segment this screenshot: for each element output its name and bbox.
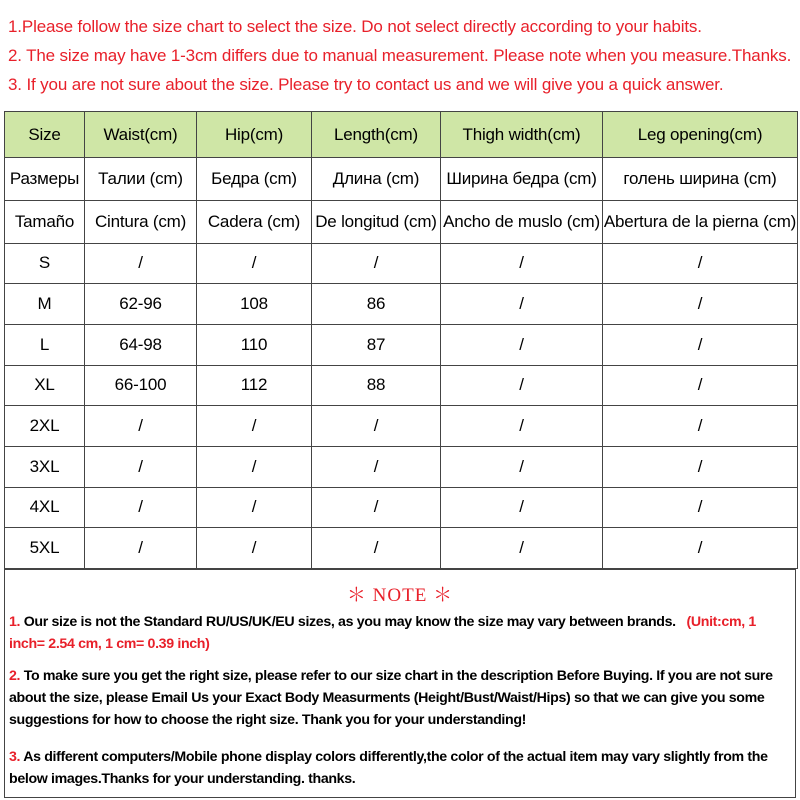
table-cell: / bbox=[603, 406, 798, 447]
note-2-text: To make sure you get the right size, please refer to our size chart in the description Before Buying. If you are not sure about the size, please Email Us your Exact Body Measurments (Height/Bust/Waist/Hips) so that we can give you some suggestions for how to choose the right size. Thank you for your understanding! bbox=[9, 668, 773, 728]
table-cell: Размеры bbox=[5, 158, 85, 201]
table-cell: 66-100 bbox=[85, 365, 197, 406]
table-cell: / bbox=[197, 528, 312, 569]
table-cell: Thigh width(cm) bbox=[441, 112, 603, 158]
table-cell: 86 bbox=[312, 284, 441, 325]
table-cell: / bbox=[312, 487, 441, 528]
table-cell: / bbox=[441, 365, 603, 406]
russian-header-row bbox=[5, 158, 798, 201]
note-paragraph-2 bbox=[9, 665, 789, 731]
table-cell: M bbox=[5, 284, 85, 325]
note-3-number: 3. bbox=[9, 749, 21, 765]
table-cell: / bbox=[603, 365, 798, 406]
table-row bbox=[5, 243, 798, 284]
table-row bbox=[5, 487, 798, 528]
note-paragraph-3 bbox=[9, 746, 789, 790]
table-cell: Abertura de la pierna (cm) bbox=[603, 200, 798, 243]
table-cell: Ширина бедра (cm) bbox=[441, 158, 603, 201]
table-cell: Leg opening(cm) bbox=[603, 112, 798, 158]
table-cell: / bbox=[603, 324, 798, 365]
table-cell: голень ширина (cm) bbox=[603, 158, 798, 201]
table-cell: 5XL bbox=[5, 528, 85, 569]
table-cell: 108 bbox=[197, 284, 312, 325]
table-cell: 62-96 bbox=[85, 284, 197, 325]
table-cell: Length(cm) bbox=[312, 112, 441, 158]
table-cell: / bbox=[85, 243, 197, 284]
top-note-1: 1.Please follow the size chart to select the size. Do not select directly according to your habits. bbox=[8, 17, 702, 36]
header-row bbox=[5, 112, 798, 158]
table-cell: / bbox=[85, 528, 197, 569]
table-cell: / bbox=[603, 284, 798, 325]
table-row bbox=[5, 528, 798, 569]
table-cell: Size bbox=[5, 112, 85, 158]
note-box bbox=[4, 569, 796, 798]
spanish-header-row bbox=[5, 200, 798, 243]
note-paragraph-1 bbox=[9, 611, 789, 655]
table-cell: 112 bbox=[197, 365, 312, 406]
table-row bbox=[5, 446, 798, 487]
table-cell: / bbox=[441, 487, 603, 528]
table-cell: / bbox=[312, 406, 441, 447]
table-cell: Cintura (cm) bbox=[85, 200, 197, 243]
table-cell: / bbox=[441, 446, 603, 487]
table-cell: / bbox=[441, 284, 603, 325]
table-cell: Cadera (cm) bbox=[197, 200, 312, 243]
table-cell: 4XL bbox=[5, 487, 85, 528]
table-cell: / bbox=[441, 324, 603, 365]
note-1-number: 1. bbox=[9, 614, 21, 630]
table-cell: 3XL bbox=[5, 446, 85, 487]
table-cell: / bbox=[197, 487, 312, 528]
table-cell: / bbox=[603, 446, 798, 487]
table-cell: / bbox=[85, 406, 197, 447]
note-3-text: As different computers/Mobile phone display colors differently,the color of the actual item may vary slightly from the below images.Thanks for your understanding. thanks. bbox=[9, 749, 768, 787]
top-notes bbox=[8, 12, 798, 99]
table-cell: / bbox=[197, 446, 312, 487]
note-1-text: Our size is not the Standard RU/US/UK/EU sizes, as you may know the size may vary between brands. bbox=[20, 614, 676, 630]
table-cell: / bbox=[312, 243, 441, 284]
table-row bbox=[5, 324, 798, 365]
table-cell: Waist(cm) bbox=[85, 112, 197, 158]
table-cell: / bbox=[441, 406, 603, 447]
table-cell: L bbox=[5, 324, 85, 365]
table-cell: / bbox=[85, 487, 197, 528]
note-1-unit: (Unit:cm, 1 inch= 2.54 cm, 1 cm= 0.39 inch) bbox=[9, 614, 756, 652]
table-cell: Талии (cm) bbox=[85, 158, 197, 201]
top-note-2: 2. The size may have 1-3cm differs due to manual measurement. Please note when you measure.Thanks. bbox=[8, 46, 792, 65]
table-cell: / bbox=[85, 446, 197, 487]
table-cell: / bbox=[603, 528, 798, 569]
table-cell: Ancho de muslo (cm) bbox=[441, 200, 603, 243]
table-cell: / bbox=[603, 487, 798, 528]
note-title: ＊ NOTE ＊ bbox=[346, 585, 454, 606]
size-chart-table bbox=[4, 111, 798, 569]
table-cell: Длина (cm) bbox=[312, 158, 441, 201]
table-row bbox=[5, 365, 798, 406]
table-cell: / bbox=[603, 243, 798, 284]
table-cell: / bbox=[441, 528, 603, 569]
table-cell: 110 bbox=[197, 324, 312, 365]
table-cell: / bbox=[197, 406, 312, 447]
table-cell: Tamaño bbox=[5, 200, 85, 243]
table-cell: / bbox=[312, 446, 441, 487]
top-note-3: 3. If you are not sure about the size. Please try to contact us and we will give you a quick answer. bbox=[8, 75, 724, 94]
table-cell: XL bbox=[5, 365, 85, 406]
table-cell: 2XL bbox=[5, 406, 85, 447]
table-cell: / bbox=[197, 243, 312, 284]
table-cell: / bbox=[312, 528, 441, 569]
table-cell: Hip(cm) bbox=[197, 112, 312, 158]
table-row bbox=[5, 284, 798, 325]
table-cell: S bbox=[5, 243, 85, 284]
table-cell: / bbox=[441, 243, 603, 284]
table-cell: 87 bbox=[312, 324, 441, 365]
table-row bbox=[5, 406, 798, 447]
table-cell: 88 bbox=[312, 365, 441, 406]
table-cell: 64-98 bbox=[85, 324, 197, 365]
note-2-number: 2. bbox=[9, 668, 21, 684]
table-cell: De longitud (cm) bbox=[312, 200, 441, 243]
table-cell: Бедра (cm) bbox=[197, 158, 312, 201]
